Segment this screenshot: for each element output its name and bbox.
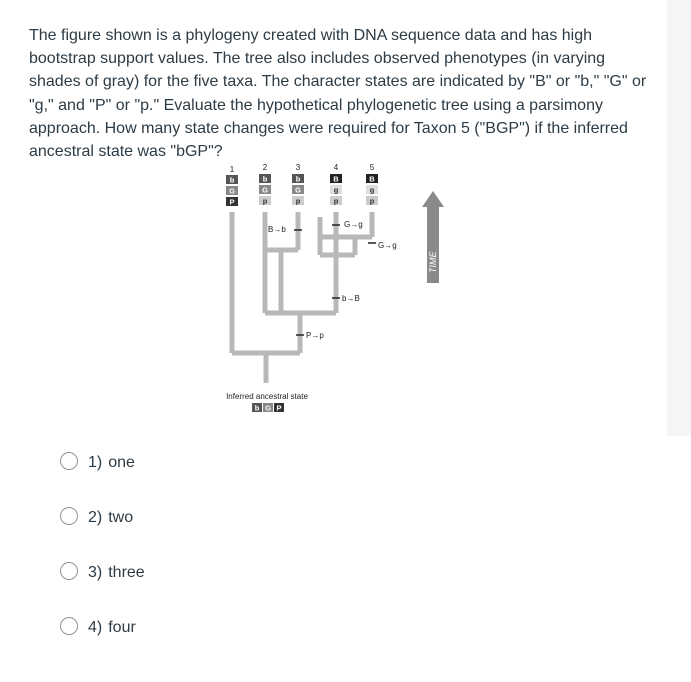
state-label: g <box>333 185 339 195</box>
time-label: TIME <box>428 251 438 273</box>
state-label: B <box>369 174 375 184</box>
option-number: 2) <box>88 509 103 526</box>
state-label: b <box>254 403 260 413</box>
radio-button[interactable] <box>60 452 78 470</box>
state-label: b <box>229 175 235 185</box>
state-label: P <box>276 403 282 413</box>
taxon-number: 3 <box>295 163 301 172</box>
state-label: G <box>265 403 271 413</box>
taxon-number: 5 <box>369 163 375 172</box>
state-label: p <box>333 196 339 206</box>
scroll-gutter <box>667 0 691 436</box>
state-label: b <box>295 174 301 184</box>
change-label-g-right: G→g <box>378 241 397 250</box>
option-text: four <box>108 619 136 636</box>
option-text: two <box>108 509 134 526</box>
state-label: p <box>369 196 375 206</box>
option-number: 3) <box>88 564 103 581</box>
state-label: G <box>295 185 301 195</box>
state-label: b <box>262 174 268 184</box>
radio-button[interactable] <box>60 562 78 580</box>
taxon-5-states <box>366 174 378 206</box>
radio-button[interactable] <box>60 617 78 635</box>
state-label: p <box>262 196 268 206</box>
state-label: G <box>229 186 235 196</box>
taxon-number: 1 <box>229 165 235 174</box>
answer-option-4[interactable] <box>60 617 136 635</box>
answer-option-1[interactable] <box>60 452 135 470</box>
state-label: G <box>262 185 268 195</box>
state-label: P <box>229 197 235 207</box>
change-label-g: G→g <box>344 220 363 229</box>
state-label: B <box>333 174 339 184</box>
answer-option-3[interactable] <box>60 562 145 580</box>
state-label: g <box>369 185 375 195</box>
taxon-3-states <box>292 174 304 206</box>
option-number: 1) <box>88 454 103 471</box>
radio-button[interactable] <box>60 507 78 525</box>
taxon-number: 2 <box>262 163 268 172</box>
time-arrow <box>422 191 444 283</box>
change-label-b-lower: b→B <box>342 294 360 303</box>
ancestral-states <box>252 403 284 413</box>
option-number: 4) <box>88 619 103 636</box>
taxon-1-states <box>226 175 238 207</box>
taxon-4-states <box>330 174 342 206</box>
phylogeny-figure <box>210 155 460 430</box>
state-label: p <box>295 196 301 206</box>
change-label-p: P→p <box>306 331 324 340</box>
ancestral-state-label: Inferred ancestral state <box>226 392 308 401</box>
option-text: one <box>108 454 135 471</box>
taxon-2-states <box>259 174 271 206</box>
change-label-b: B→b <box>268 225 286 234</box>
option-text: three <box>108 564 145 581</box>
answer-option-2[interactable] <box>60 507 133 525</box>
question-text: The figure shown is a phylogeny created with DNA sequence data and has high bootstrap support values. The tree also includes observed phenotypes (in varying shades of gray) for the five taxa. The character states are indicated by "B" or "b," "G" or "g," and "P" or "p." Evaluate the hypothetical phylogenetic tree using a parsimony approach. How many state changes were required for Taxon 5 ("BGP") if the inferred ancestral state was "bGP"? <box>29 27 647 161</box>
taxon-number: 4 <box>333 163 339 172</box>
